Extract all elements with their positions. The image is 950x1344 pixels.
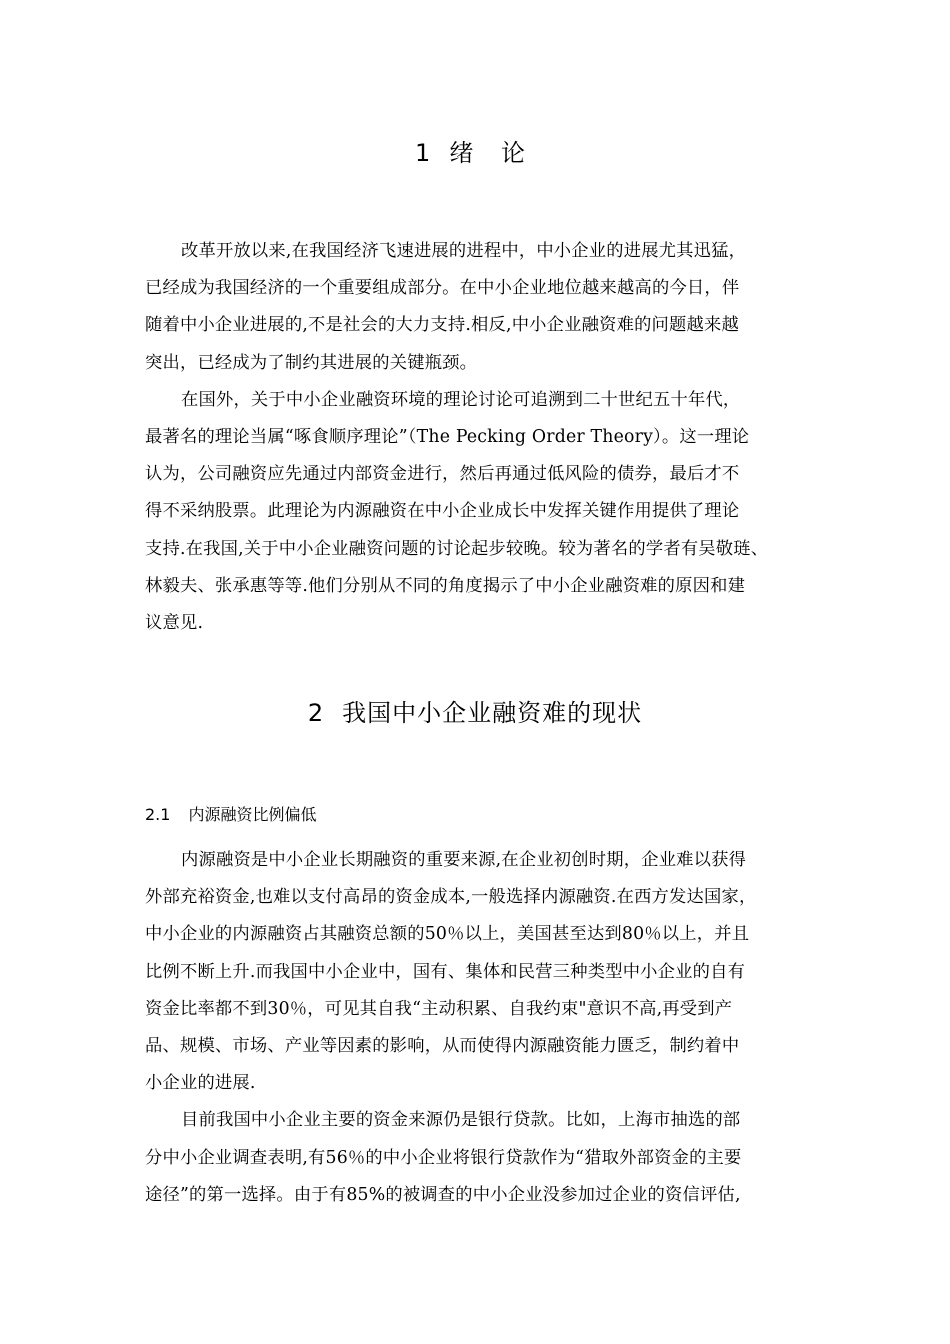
- text-line: 小企业的进展.: [145, 1073, 256, 1094]
- paragraph: [145, 1102, 809, 1214]
- section-2-title: 我国中小企业融资难的现状: [342, 699, 643, 727]
- subsection-2-1-heading: [145, 802, 316, 825]
- section-1-body: [145, 233, 809, 642]
- text-line: 内源融资是中小企业长期融资的重要来源,在企业初创时期，企业难以获得: [181, 850, 747, 870]
- section-1-heading: [0, 133, 950, 168]
- text-line: 最著名的理论当属“啄食顺序理论”（The Pecking Order Theory）。这一理论: [145, 426, 750, 447]
- text-line: 已经成为我国经济的一个重要组成部分。在中小企业地位越来越高的今日，伴: [145, 278, 740, 299]
- section-2-heading: [0, 693, 950, 728]
- section-2-number: 2: [307, 699, 325, 727]
- text-line: 分中小企业调查表明,有56％的中小企业将银行贷款作为“猎取外部资金的主要: [145, 1147, 742, 1168]
- paragraph: [145, 382, 809, 642]
- text-line: 中小企业的内源融资占其融资总额的50％以上，美国甚至达到80％以上，并且: [145, 924, 750, 945]
- text-line: 议意见.: [145, 612, 204, 633]
- paragraph: [145, 233, 809, 382]
- text-line: 林毅夫、张承惠等等.他们分别从不同的角度揭示了中小企业融资难的原因和建: [145, 575, 746, 596]
- text-line: 资金比率都不到30％，可见其自我“主动积累、自我约束"意识不高,再受到产: [145, 998, 733, 1019]
- text-line: 改革开放以来,在我国经济飞速进展的进程中，中小企业的进展尤其迅猛，: [181, 241, 747, 261]
- text-line: 得不采纳股票。此理论为内源融资在中小企业成长中发挥关键作用提供了理论: [145, 501, 740, 522]
- text-line: 途径”的第一选择。由于有85%的被调查的中小企业没参加过企业的资信评估,: [145, 1184, 741, 1205]
- subsection-2-1-title: 内源融资比例偏低: [188, 805, 317, 824]
- text-line: 支持.在我国,关于中小企业融资问题的讨论起步较晚。较为著名的学者有吴敬琏、: [145, 538, 769, 559]
- subsection-2-1-body: [145, 842, 809, 1214]
- section-1-number: 1: [415, 139, 432, 167]
- text-line: 认为，公司融资应先通过内部资金进行，然后再通过低风险的债券，最后才不: [145, 464, 740, 485]
- paragraph: [145, 842, 809, 1102]
- text-line: 突出，已经成为了制约其进展的关键瓶颈。: [145, 352, 478, 373]
- text-line: 随着中小企业进展的,不是社会的大力支持.相反,中小企业融资难的问题越来越: [145, 315, 739, 336]
- text-line: 外部充裕资金,也难以支付高昂的资金成本,一般选择内源融资.在西方发达国家，: [145, 887, 757, 908]
- subsection-2-1-number: 2.1: [145, 805, 171, 824]
- text-line: 目前我国中小企业主要的资金来源仍是银行贷款。比如，上海市抽选的部: [181, 1110, 741, 1131]
- text-line: 在国外，关于中小企业融资环境的理论讨论可追溯到二十世纪五十年代，: [181, 389, 741, 410]
- section-1-title: 绪 论: [449, 139, 535, 167]
- text-line: 品、规模、市场、产业等因素的影响，从而使得内源融资能力匮乏，制约着中: [145, 1035, 740, 1056]
- text-line: 比例不断上升.而我国中小企业中，国有、集体和民营三种类型中小企业的自有: [145, 961, 746, 982]
